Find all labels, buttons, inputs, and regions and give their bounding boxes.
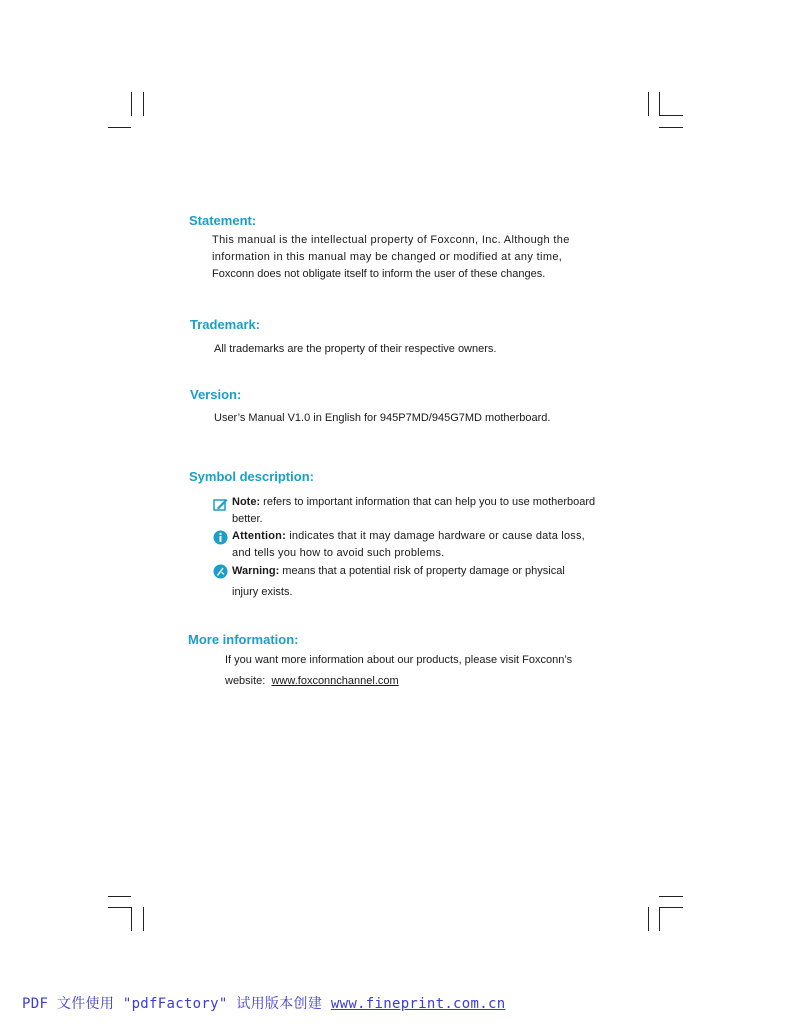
note-line [232, 496, 595, 508]
website-link[interactable]: www.foxconnchannel.com [271, 675, 399, 687]
watermark-text: PDF 文件使用 "pdfFactory" 试用版本创建 [22, 996, 331, 1012]
fineprint-link[interactable]: www.fineprint.com.cn [330, 996, 506, 1012]
attention-text: indicates that it may damage hardware or cause data loss, [285, 530, 585, 542]
crop-mark [143, 907, 144, 931]
crop-mark [659, 907, 683, 908]
version-text: User’s Manual V1.0 in English for 945P7MD/945G7MD motherboard. [214, 412, 551, 424]
statement-heading: Statement: [189, 213, 257, 228]
website-line [225, 673, 399, 690]
warning-continuation: injury exists. [232, 586, 293, 598]
trademark-text: All trademarks are the property of their respective owners. [214, 343, 497, 355]
warning-line [232, 565, 565, 577]
pdf-factory-watermark [22, 993, 505, 1013]
warning-text: means that a potential risk of property damage or physical [279, 565, 565, 577]
crop-mark [131, 92, 132, 116]
crop-mark [659, 896, 683, 897]
crop-mark [659, 115, 683, 116]
attention-line [232, 530, 585, 542]
crop-mark [659, 92, 660, 116]
crop-mark [108, 127, 131, 128]
statement-line: This manual is the intellectual property of Foxconn, Inc. Although the [212, 234, 570, 246]
version-heading: Version: [190, 387, 242, 402]
attention-continuation: and tells you how to avoid such problems. [232, 547, 445, 559]
symbol-description-heading: Symbol description: [189, 469, 314, 484]
crop-mark [648, 92, 649, 116]
attention-label: Attention: [232, 530, 286, 542]
crop-mark [659, 127, 683, 128]
crop-mark [131, 907, 132, 931]
note-continuation: better. [232, 513, 263, 525]
statement-line: information in this manual may be changed or modified at any time, [212, 251, 563, 263]
warning-label: Warning: [232, 565, 280, 577]
more-information-heading: More information: [188, 632, 299, 647]
note-pencil-icon [213, 497, 228, 512]
crop-mark [659, 907, 660, 931]
website-label: website: [225, 675, 266, 687]
trademark-heading: Trademark: [190, 317, 261, 332]
more-info-text: If you want more information about our products, please visit Foxconn’s [225, 654, 573, 666]
crop-mark [108, 896, 131, 897]
crop-mark [108, 907, 131, 908]
crop-mark [648, 907, 649, 931]
warning-icon [213, 564, 228, 579]
crop-mark [143, 92, 144, 116]
note-label: Note: [232, 496, 261, 508]
note-text: refers to important information that can help you to use motherboard [260, 496, 596, 508]
info-icon [213, 530, 228, 545]
statement-line: Foxconn does not obligate itself to inform the user of these changes. [212, 268, 546, 280]
